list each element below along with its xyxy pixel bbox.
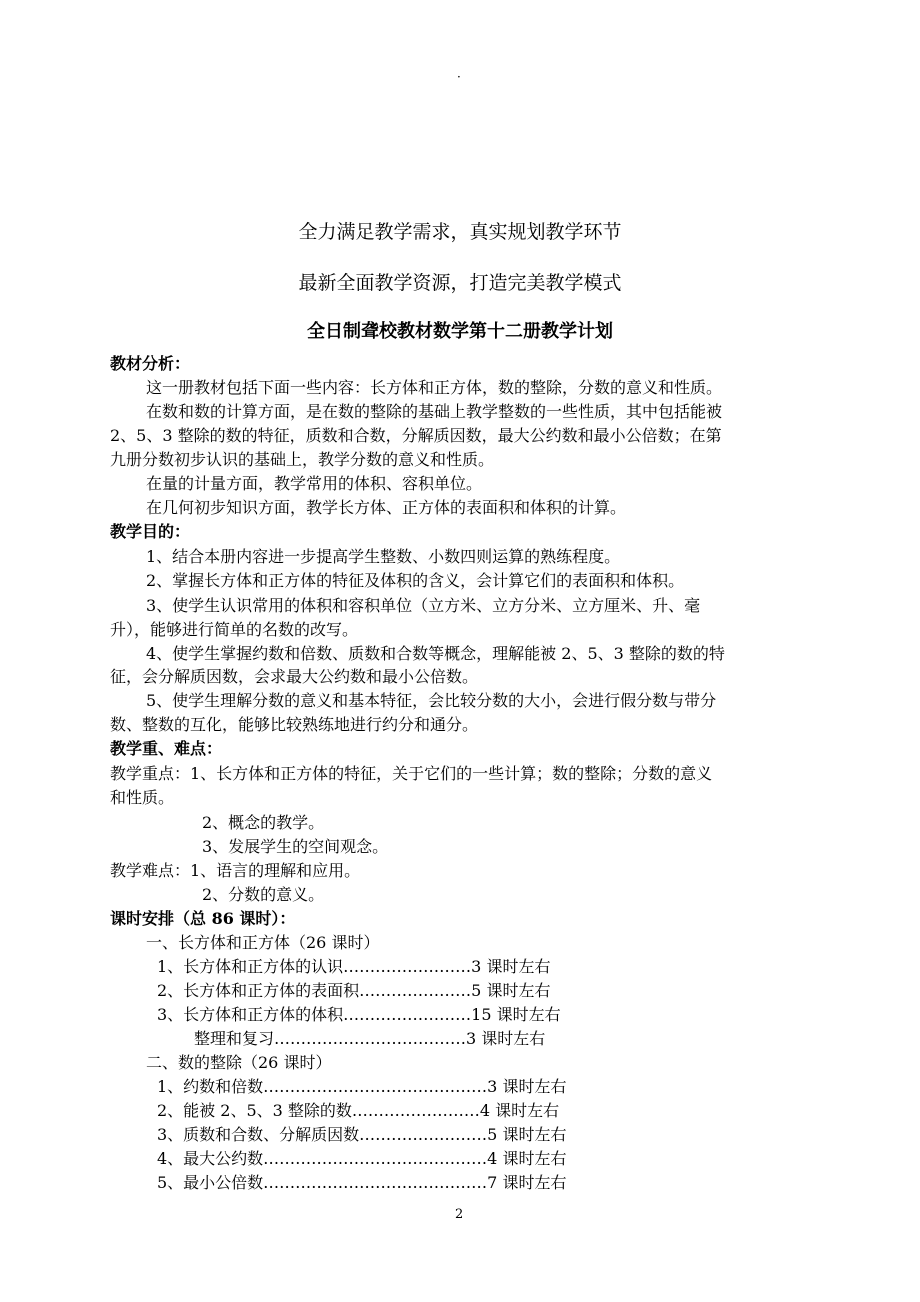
section-heading-schedule: 课时安排（总 86 课时）： [110, 909, 296, 928]
document-title: 全日制聋校教材数学第十二册教学计划 [307, 321, 613, 342]
section-heading-goals: 教学目的： [110, 522, 191, 541]
schedule-item: 整理和复习………………………………3 课时左右 [194, 1029, 546, 1048]
paragraph-line: 2、掌握长方体和正方体的特征及体积的含义，会计算它们的表面积和体积。 [146, 571, 685, 590]
paragraph-line: 征，会分解质因数，会求最大公约数和最小公倍数。 [110, 667, 479, 686]
promo-header-1: 全力满足教学需求，真实规划教学环节 [298, 221, 622, 243]
unit-heading: 二、数的整除（26 课时） [146, 1053, 332, 1072]
schedule-item: 4、最大公约数……………………………………4 课时左右 [157, 1149, 567, 1168]
section-heading-key-points: 教学重、难点： [110, 739, 223, 758]
paragraph-line: 升），能够进行简单的名数的改写。 [110, 620, 359, 639]
paragraph-line: 5、使学生理解分数的意义和基本特征，会比较分数的大小，会进行假分数与带分 [146, 691, 717, 710]
paragraph-line: 4、使学生掌握约数和倍数、质数和合数等概念，理解能被 2、5、3 整除的数的特 [146, 644, 725, 663]
header-dot: · [457, 70, 461, 84]
paragraph-line: 和性质。 [110, 788, 175, 807]
schedule-item: 1、约数和倍数……………………………………3 课时左右 [157, 1077, 567, 1096]
schedule-item: 1、长方体和正方体的认识……………………3 课时左右 [157, 957, 551, 976]
unit-heading: 一、长方体和正方体（26 课时） [146, 933, 380, 952]
paragraph-line: 教学重点：1、长方体和正方体的特征，关于它们的一些计算；数的整除；分数的意义 [110, 764, 713, 783]
schedule-item: 5、最小公倍数……………………………………7 课时左右 [157, 1173, 567, 1192]
paragraph-line: 在数和数的计算方面，是在数的整除的基础上教学整数的一些性质，其中包括能被 [146, 402, 723, 421]
section-heading-materials: 教材分析： [110, 354, 191, 373]
paragraph-line: 数、整数的互化，能够比较熟练地进行约分和通分。 [110, 715, 479, 734]
schedule-item: 3、长方体和正方体的体积……………………15 课时左右 [157, 1005, 561, 1024]
paragraph-line: 2、概念的教学。 [202, 813, 325, 832]
paragraph-line: 3、发展学生的空间观念。 [202, 837, 389, 856]
paragraph-line: 3、使学生认识常用的体积和容积单位（立方米、立方分米、立方厘米、升、毫 [146, 596, 701, 615]
paragraph-line: 2、5、3 整除的数的特征，质数和合数，分解质因数，最大公约数和最小公倍数；在第 [110, 426, 722, 445]
paragraph-line: 1、结合本册内容进一步提高学生整数、小数四则运算的熟练程度。 [146, 547, 621, 566]
schedule-item: 2、长方体和正方体的表面积…………………5 课时左右 [157, 981, 551, 1000]
paragraph-line: 这一册教材包括下面一些内容：长方体和正方体，数的整除，分数的意义和性质。 [146, 378, 723, 397]
paragraph-line: 教学难点：1、语言的理解和应用。 [110, 861, 361, 880]
schedule-item: 2、能被 2、5、3 整除的数……………………4 课时左右 [157, 1101, 560, 1120]
paragraph-line: 九册分数初步认识的基础上，教学分数的意义和性质。 [110, 450, 495, 469]
schedule-item: 3、质数和合数、分解质因数……………………5 课时左右 [157, 1125, 567, 1144]
promo-header-2: 最新全面教学资源，打造完美教学模式 [298, 272, 622, 294]
page-number: 2 [455, 1207, 464, 1222]
paragraph-line: 在量的计量方面，教学常用的体积、容积单位。 [146, 474, 483, 493]
paragraph-line: 在几何初步知识方面，教学长方体、正方体的表面积和体积的计算。 [146, 498, 627, 517]
paragraph-line: 2、分数的意义。 [202, 885, 325, 904]
